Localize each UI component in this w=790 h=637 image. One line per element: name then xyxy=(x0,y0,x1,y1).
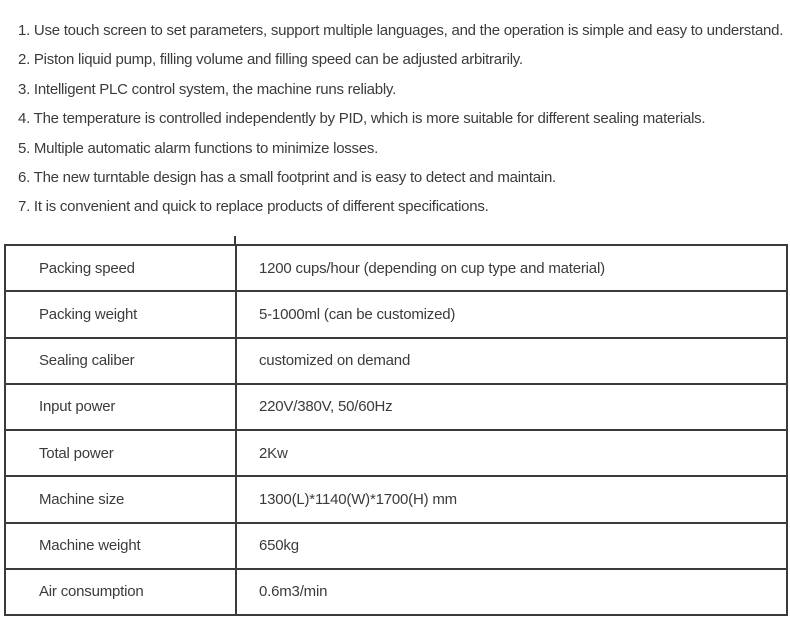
feature-item-6: 6. The new turntable design has a small footprint and is easy to detect and maintain. xyxy=(18,169,556,187)
feature-item-7: 7. It is convenient and quick to replace products of different specifications. xyxy=(18,198,489,216)
spec-value: 1300(L)*1140(W)*1700(H) mm xyxy=(236,476,787,522)
feature-item-1: 1. Use touch screen to set parameters, support multiple languages, and the operation is simple and easy to understand. xyxy=(18,22,784,39)
spec-value: 1200 cups/hour (depending on cup type and material) xyxy=(236,245,787,291)
spec-value: 650kg xyxy=(236,523,787,569)
spec-label: Machine size xyxy=(5,476,236,522)
table-row xyxy=(5,430,787,476)
spec-label: Input power xyxy=(5,384,236,430)
spec-table-body xyxy=(5,245,787,615)
table-row xyxy=(5,245,787,291)
spec-label: Total power xyxy=(5,430,236,476)
spec-label: Packing speed xyxy=(5,245,236,291)
table-row xyxy=(5,569,787,615)
feature-item-3: 3. Intelligent PLC control system, the machine runs reliably. xyxy=(18,80,396,98)
spec-label: Sealing caliber xyxy=(5,338,236,384)
spec-table xyxy=(4,244,788,616)
spec-value: customized on demand xyxy=(236,338,787,384)
spec-label: Packing weight xyxy=(5,291,236,337)
spec-value: 220V/380V, 50/60Hz xyxy=(236,384,787,430)
feature-list xyxy=(18,16,784,222)
table-row xyxy=(5,338,787,384)
feature-item-5: 5. Multiple automatic alarm functions to minimize losses. xyxy=(18,139,379,157)
spec-label: Machine weight xyxy=(5,523,236,569)
table-row xyxy=(5,523,787,569)
feature-item-2: 2. Piston liquid pump, filling volume and filling speed can be adjusted arbitrarily. xyxy=(18,51,523,69)
table-row xyxy=(5,291,787,337)
spec-value: 0.6m3/min xyxy=(236,569,787,615)
spec-value: 5-1000ml (can be customized) xyxy=(236,291,787,337)
table-row xyxy=(5,384,787,430)
spec-label: Air consumption xyxy=(5,569,236,615)
table-row xyxy=(5,476,787,522)
feature-item-4: 4. The temperature is controlled independently by PID, which is more suitable for different sealing materials. xyxy=(18,110,706,128)
spec-value: 2Kw xyxy=(236,430,787,476)
